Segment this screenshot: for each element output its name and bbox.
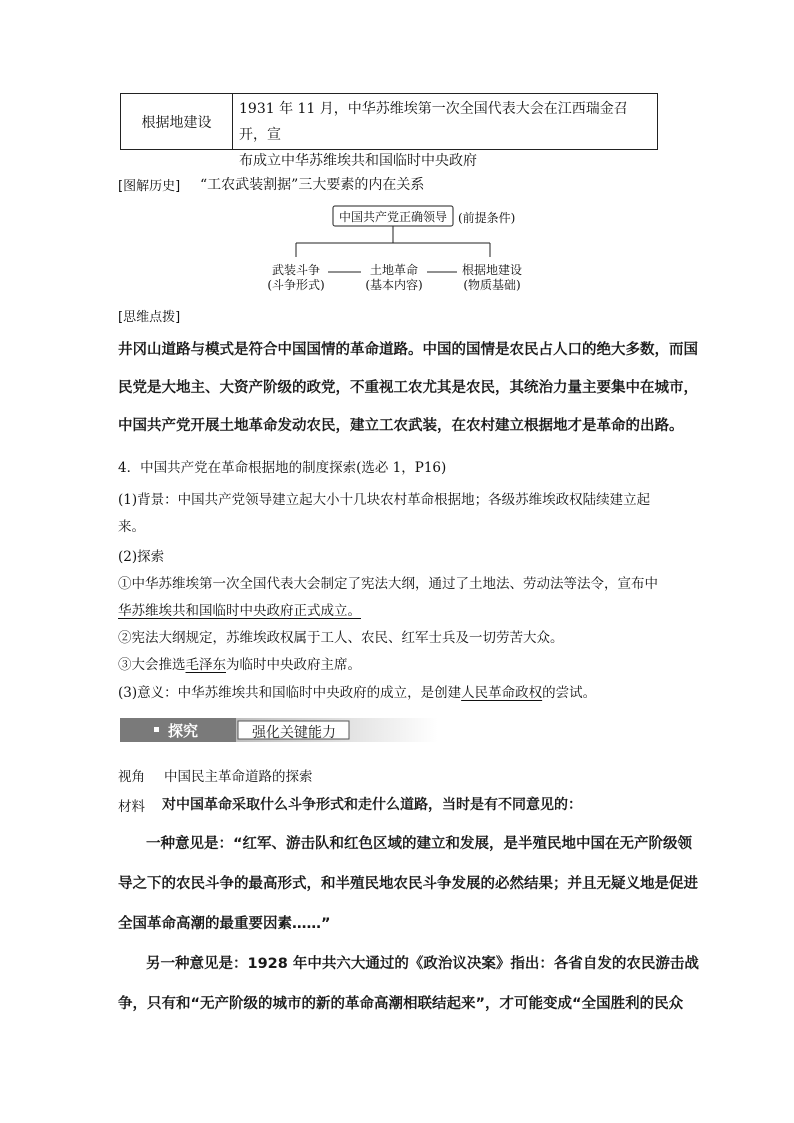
significance-post: 的尝试。 <box>542 685 597 701</box>
opinion1-line-3: 全国革命高潮的最重要因素……” <box>118 916 331 932</box>
node-armed-struggle: 武装斗争 <box>271 263 320 277</box>
item3-post: 为临时中央政府主席。 <box>226 657 361 673</box>
section4-heading: 4．中国共产党在革命根据地的制度探索(选必 1，P16) <box>118 460 447 476</box>
banner-tag: 探究 <box>168 722 199 740</box>
item3-underlined: 毛泽东 <box>185 657 226 673</box>
opinion2-line-1: 另一种意见是：1928 年中共六大通过的《政治议决案》指出：各省自发的农民游击战 <box>146 956 699 972</box>
opinion2-line-2: 争，只有和“无产阶级的城市的新的革命高潮相联结起来”，才可能变成“全国胜利的民众 <box>118 996 684 1012</box>
item2: ②宪法大纲规定，苏维埃政权属于工人、农民、红军士兵及一切劳苦大众。 <box>118 630 564 646</box>
banner-title: 强化关键能力 <box>252 725 336 741</box>
table-line-2: 布成立中华苏维埃共和国临时中央政府 <box>239 153 477 169</box>
node-base-building-sub: (物质基础) <box>463 278 521 292</box>
explore-banner <box>120 718 438 742</box>
table-line-1: 1931 年 11 月，中华苏维埃第一次全国代表大会在江西瑞金召开，宣 <box>239 101 628 143</box>
node-armed-struggle-sub: (斗争形式) <box>267 278 325 292</box>
cailiao-intro: 对中国革命采取什么斗争形式和走什么道路，当时是有不同意见的： <box>162 797 582 813</box>
node-land-revolution-sub: (基本内容) <box>365 278 423 292</box>
item1-line-2: 华苏维埃共和国临时中央政府正式成立。 <box>118 603 361 619</box>
diagram <box>260 205 540 295</box>
background-line-1: (1)背景：中国共产党领导建立起大小十几块农村革命根据地；各级苏维埃政权陆续建立起 <box>118 492 651 508</box>
table-label: 根据地建设 <box>121 94 233 149</box>
item3 <box>118 653 361 673</box>
explore-heading: (2)探索 <box>118 549 165 565</box>
tujie-title: “工农武装割据”三大要素的内在关系 <box>200 177 425 193</box>
siwei-line-2: 民党是大地主、大资产阶级的政党，不重视工农尤其是农民，其统治力量主要集中在城市， <box>118 380 698 396</box>
node-land-revolution: 土地革命 <box>369 263 418 277</box>
siwei-line-3: 中国共产党开展土地革命发动农民，建立工农武装，在农村建立根据地才是革命的出路。 <box>118 418 684 434</box>
tujie-tag: [图解历史] <box>118 179 181 194</box>
shijiao-label: 视角 <box>118 769 145 785</box>
base-table <box>120 93 658 169</box>
item3-pre: ③大会推选 <box>118 657 186 673</box>
top-note: (前提条件) <box>458 211 516 225</box>
significance-pre: (3)意义：中华苏维埃共和国临时中央政府的成立，是创建 <box>118 685 462 701</box>
opinion1-line-2: 导之下的农民斗争的最高形式，和半殖民地农民斗争发展的必然结果；并且无疑义地是促进 <box>118 876 698 892</box>
cailiao-label: 材料 <box>118 799 145 815</box>
table-content <box>233 94 657 169</box>
siwei-tag: [思维点拨] <box>118 310 181 325</box>
background-line-2: 来。 <box>118 519 145 535</box>
item1-line-1: ①中华苏维埃第一次全国代表大会制定了宪法大纲，通过了土地法、劳动法等法令，宣布中 <box>118 576 658 592</box>
shijiao-text: 中国民主革命道路的探索 <box>164 769 313 785</box>
bullet-square-icon <box>154 727 159 732</box>
node-base-building: 根据地建设 <box>461 263 522 277</box>
opinion1-line-1: 一种意见是：“红军、游击队和红色区域的建立和发展，是半殖民地中国在无产阶级领 <box>146 836 693 852</box>
siwei-line-1: 井冈山道路与模式是符合中国国情的革命道路。中国的国情是农民占人口的绝大多数，而国 <box>118 342 698 358</box>
significance-underlined: 人民革命政权 <box>461 685 543 701</box>
top-box-label: 中国共产党正确领导 <box>338 210 447 224</box>
significance <box>118 681 596 701</box>
